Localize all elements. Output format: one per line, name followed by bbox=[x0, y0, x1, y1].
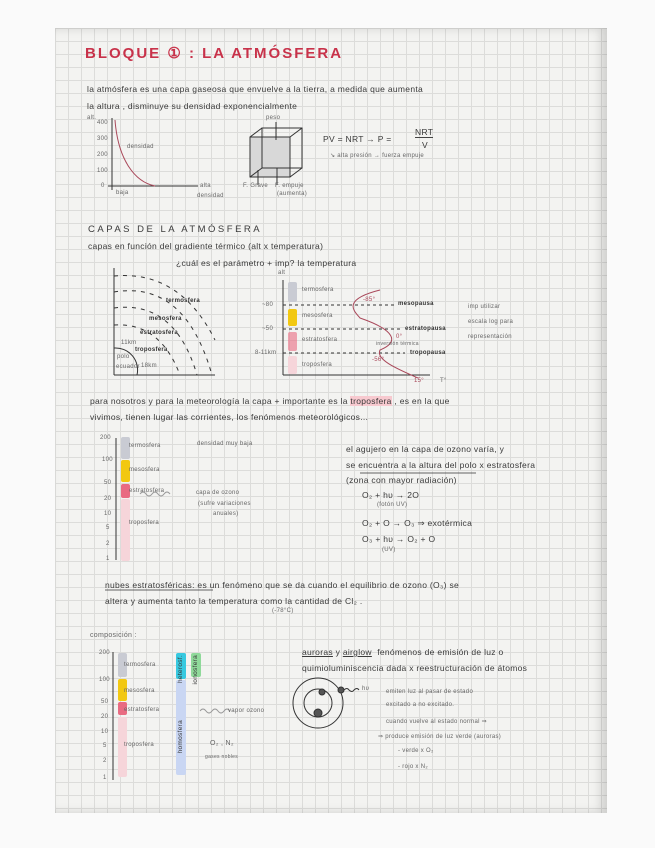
reaction-3-note: (UV) bbox=[382, 547, 396, 553]
homosfera-label: homosfera bbox=[177, 720, 184, 754]
hole-line-1: el agujero en la capa de ozono varía, y bbox=[346, 444, 505, 454]
side-note: representación bbox=[468, 334, 512, 340]
tick: 50 bbox=[104, 480, 112, 486]
d2-estratosfera: estratosfera bbox=[302, 337, 338, 343]
cube-weight-label: peso bbox=[266, 115, 281, 121]
auroras-line-2: quimioluminiscencia dada x reestructuración de átomos bbox=[302, 663, 528, 673]
oz-troposfera: troposfera bbox=[129, 520, 160, 526]
composition-heading: composición : bbox=[90, 632, 137, 639]
formula-denominator: V bbox=[422, 140, 428, 150]
d2-termo-bar bbox=[288, 282, 297, 302]
tick: 2 bbox=[106, 541, 110, 547]
oz-variation: anuales) bbox=[213, 511, 239, 517]
oz-termosfera: termosfera bbox=[129, 443, 161, 449]
side-note: imp utilizar bbox=[468, 304, 501, 310]
airglow-term: airglow bbox=[342, 647, 372, 657]
d2-80: ~80 bbox=[262, 302, 274, 308]
density-ylabel: alt. bbox=[87, 115, 97, 121]
d1-11km: 11km bbox=[121, 340, 137, 346]
tick: 20 bbox=[101, 714, 109, 720]
red-n2: - rojo x N₂ bbox=[398, 764, 428, 770]
curve-label: densidad bbox=[127, 144, 154, 150]
nubes-term: nubes estratosféricas bbox=[105, 580, 193, 590]
formula: PV = NRT → P = bbox=[323, 134, 392, 144]
d1-termosfera: termosfera bbox=[166, 298, 201, 304]
tick: 50 bbox=[101, 699, 109, 705]
oz-estratosfera: estratosfera bbox=[129, 488, 165, 494]
tick: 100 bbox=[97, 168, 108, 174]
comp-termosfera: termosfera bbox=[124, 662, 156, 668]
photon-label: hυ bbox=[362, 686, 370, 692]
comp-estratosfera: estratosfera bbox=[124, 707, 160, 713]
d2-estratopausa: estratopausa bbox=[405, 326, 446, 332]
d2-0: 0° bbox=[396, 334, 403, 340]
intro-line-1: la atmósfera es una capa gaseosa que envuelve a la tierra, a medida que aumenta bbox=[87, 84, 424, 94]
tick: 2 bbox=[103, 758, 107, 764]
reaction-3: O₃ + hυ → O₂ + O bbox=[362, 534, 436, 544]
d2-11km: 8-11km bbox=[255, 350, 277, 356]
x-low-label: baja bbox=[116, 190, 129, 196]
tick: 10 bbox=[104, 511, 112, 517]
tick: 100 bbox=[99, 677, 110, 683]
side-note: escala log para bbox=[468, 319, 514, 325]
oz-ozone-layer: capa de ozono bbox=[196, 490, 240, 496]
emission-line-1: emiten luz al pasar de estado bbox=[386, 689, 474, 695]
d2-minus56: -56° bbox=[372, 357, 385, 363]
d1-estratosfera: estratosfera bbox=[140, 330, 178, 336]
d2-minus85: -85° bbox=[363, 297, 376, 303]
d1-polo: polo bbox=[117, 354, 130, 360]
and-text: y bbox=[335, 647, 341, 657]
d1-troposfera: troposfera bbox=[135, 347, 168, 353]
d1-18km: 18km bbox=[141, 363, 157, 369]
cube-gravity-label: F. Grave bbox=[243, 183, 269, 189]
tick: 0 bbox=[101, 183, 105, 189]
d2-alt: alt bbox=[278, 270, 286, 276]
emission-line-4: ⇒ produce emisión de luz verde (auroras) bbox=[378, 734, 502, 740]
oz-mesosfera: mesosfera bbox=[129, 467, 160, 473]
d1-mesosfera: mesosfera bbox=[149, 316, 182, 322]
x-label: densidad bbox=[197, 193, 224, 199]
formula-numerator: NRT bbox=[415, 127, 434, 137]
highlight-troposfera: troposfera bbox=[350, 396, 392, 406]
importance-line-2: vivimos, tienen lugar las corrientes, los fenómenos meteorológicos... bbox=[90, 412, 369, 422]
importance-text: , es en la que bbox=[394, 396, 450, 406]
ionosfera-label: ionosfera bbox=[192, 655, 199, 685]
comp-troposfera: troposfera bbox=[124, 742, 155, 748]
d2-50: ~50 bbox=[262, 326, 274, 332]
d2-meso-bar bbox=[288, 309, 297, 326]
nubes-temp: (-78°C) bbox=[272, 608, 294, 614]
comp-nobles: gases nobles bbox=[205, 754, 239, 760]
d2-tropopausa: tropopausa bbox=[410, 350, 446, 356]
d2-xlabel: T° bbox=[440, 378, 447, 384]
tick: 5 bbox=[106, 525, 110, 531]
tick: 200 bbox=[100, 435, 111, 441]
comp-mesosfera: mesosfera bbox=[124, 688, 155, 694]
hole-line-3: (zona con mayor radiación) bbox=[346, 475, 457, 485]
tick: 200 bbox=[99, 650, 110, 656]
d2-15: 15° bbox=[414, 378, 424, 384]
tick: 20 bbox=[104, 496, 112, 502]
reaction-1: O₂ + hυ → 2O bbox=[362, 490, 420, 500]
d2-tropo-bar bbox=[288, 356, 297, 374]
importance-text: para nosotros y para la meteorología la capa + importante es la bbox=[90, 396, 348, 406]
green-o2: - verde x O₂ bbox=[398, 748, 434, 754]
d2-troposfera: troposfera bbox=[302, 362, 333, 368]
oz-variation: (sufre variaciones bbox=[198, 501, 251, 507]
formula-note: ↘ alta presión → fuerza empuje bbox=[330, 153, 425, 159]
reaction-1-note: (fotón UV) bbox=[377, 502, 408, 508]
tick: 200 bbox=[97, 152, 108, 158]
tick: 300 bbox=[97, 136, 108, 142]
auroras-term: auroras bbox=[302, 647, 333, 657]
tick: 1 bbox=[103, 775, 107, 781]
layers-line-2: ¿cuál es el parámetro + imp? la temperatura bbox=[176, 258, 357, 268]
x-high-label: alta bbox=[200, 183, 211, 189]
d2-inversion: inversión térmica bbox=[376, 341, 419, 347]
tick: 5 bbox=[103, 743, 107, 749]
emission-line-2: excitado a no excitado. bbox=[386, 702, 455, 708]
d2-mesosfera: mesosfera bbox=[302, 313, 333, 319]
cube-note: (aumenta) bbox=[277, 191, 308, 197]
comp-gases: O₂ , N₂ bbox=[210, 740, 234, 747]
nubes-line-2: altera y aumenta tanto la temperatura como la cantidad de Cl₂ . bbox=[105, 596, 363, 606]
nubes-line-1: : es un fenómeno que se da cuando el equilibrio de ozono (O₃) se bbox=[192, 580, 460, 590]
auroras-line-1: fenómenos de emisión de luz o bbox=[377, 647, 504, 657]
d2-mesopausa: mesopausa bbox=[398, 301, 434, 307]
comp-vapor: vapor ozono bbox=[228, 708, 265, 714]
tick: 10 bbox=[101, 729, 109, 735]
section-heading-layers: CAPAS DE LA ATMÓSFERA bbox=[88, 224, 263, 235]
tropo-bar bbox=[121, 499, 130, 561]
tick: 400 bbox=[97, 120, 108, 126]
d2-termosfera: termosfera bbox=[302, 287, 334, 293]
tick: 1 bbox=[106, 556, 110, 562]
hole-line-2: se encuentra a la altura del polo x estratosfera bbox=[346, 460, 536, 470]
intro-line-2: la altura , disminuye su densidad exponencialmente bbox=[87, 101, 298, 111]
oz-density-note: densidad muy baja bbox=[197, 441, 253, 447]
reaction-2: O₂ + O → O₃ ⇒ exotérmica bbox=[362, 518, 473, 528]
d1-ecuador: ecuador bbox=[116, 364, 140, 370]
emission-line-3: cuando vuelve al estado normal ⇒ bbox=[386, 719, 488, 725]
d2-estrato-bar bbox=[288, 332, 297, 351]
layers-line-1: capas en función del gradiente térmico (alt x temperatura) bbox=[88, 241, 324, 251]
heterosfera-label: heterosf. bbox=[177, 655, 184, 683]
page-title: BLOQUE ① : LA ATMÓSFERA bbox=[85, 45, 344, 62]
cube-buoyancy-label: F. empuje bbox=[275, 183, 304, 189]
tick: 100 bbox=[102, 457, 113, 463]
